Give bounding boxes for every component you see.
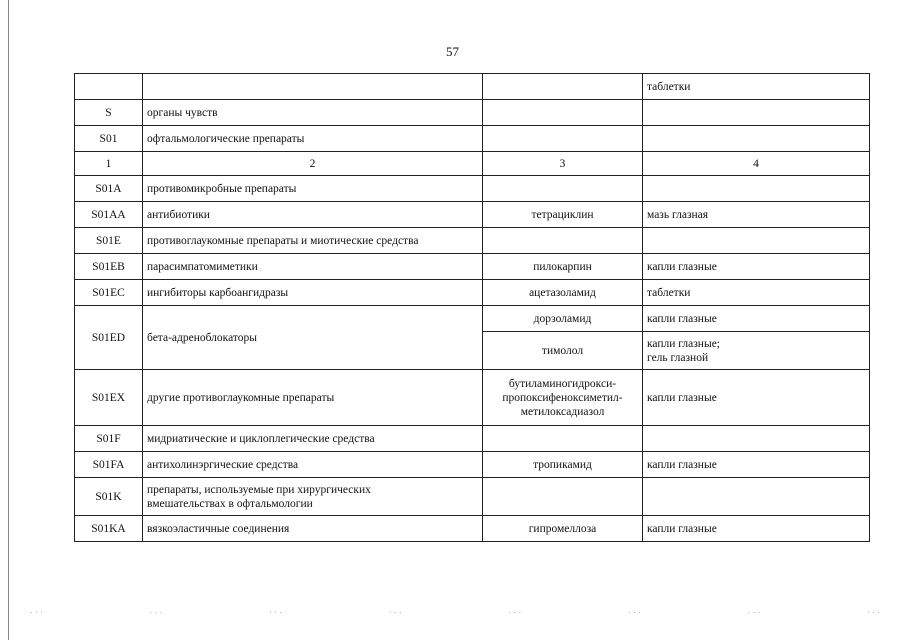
table-row (75, 452, 870, 478)
atc-code-cell: S01A (75, 176, 143, 202)
atc-code-cell: S01EX (75, 370, 143, 426)
table-row (75, 280, 870, 306)
drug-name-cell (483, 370, 643, 426)
dosage-form-cell: капли глазные (643, 254, 870, 280)
atc-code-cell: S01ED (75, 306, 143, 370)
group-name-cell-line: препараты, используемые при хирургических (147, 483, 371, 496)
drug-name-cell (483, 478, 643, 516)
atc-code-cell: S01K (75, 478, 143, 516)
drug-name-cell: ацетазоламид (483, 280, 643, 306)
atc-code-cell (75, 74, 143, 100)
scan-footer-marks (30, 606, 880, 615)
table-row (75, 516, 870, 542)
table-row (75, 126, 870, 152)
dosage-form-cell: таблетки (643, 280, 870, 306)
drug-name-cell (483, 126, 643, 152)
group-name-cell: антибиотики (143, 202, 483, 228)
column-number-cell: 3 (483, 152, 643, 176)
table-row (75, 202, 870, 228)
table-row (75, 176, 870, 202)
drug-name-cell-line: пропоксифеноксиметил- (502, 391, 623, 404)
drug-name-cell: гипромеллоза (483, 516, 643, 542)
group-name-cell: противомикробные препараты (143, 176, 483, 202)
scan-dot: . . . (508, 606, 522, 615)
drug-name-cell: тетрациклин (483, 202, 643, 228)
column-number-cell: 4 (643, 152, 870, 176)
scan-dot: . . . (30, 606, 43, 615)
drug-name-cell: пилокарпин (483, 254, 643, 280)
atc-code-cell: S01 (75, 126, 143, 152)
table-row (75, 74, 870, 100)
atc-code-cell: S01E (75, 228, 143, 254)
group-name-cell: противоглаукомные препараты и миотические средства (143, 228, 483, 254)
drug-name-cell-line: бутиламиногидрокси- (508, 377, 617, 390)
atc-code-cell: S (75, 100, 143, 126)
dosage-form-cell: мазь глазная (643, 202, 870, 228)
table-row (75, 426, 870, 452)
group-name-cell (143, 478, 483, 516)
atc-code-cell: S01FA (75, 452, 143, 478)
group-name-cell: вязкоэластичные соединения (143, 516, 483, 542)
dosage-form-cell: капли глазные (643, 516, 870, 542)
group-name-cell: другие противоглаукомные препараты (143, 370, 483, 426)
group-name-cell: офтальмологические препараты (143, 126, 483, 152)
dosage-form-cell (643, 306, 870, 332)
medication-table (74, 73, 870, 542)
table-row (75, 370, 870, 426)
group-name-cell: бета-адреноблокаторы (143, 306, 483, 370)
drug-name-cell (483, 426, 643, 452)
scan-dot: . . . (388, 606, 402, 615)
dosage-form-cell (643, 332, 870, 370)
dosage-form-cell (643, 228, 870, 254)
dosage-form-cell (643, 100, 870, 126)
drug-name-cell-line: метилоксадиазол (520, 405, 605, 418)
table-row (75, 152, 870, 176)
atc-code-cell: S01KA (75, 516, 143, 542)
group-name-cell: парасимпатомиметики (143, 254, 483, 280)
drug-name-cell: тимолол (483, 332, 643, 370)
group-name-cell: мидриатические и циклоплегические средства (143, 426, 483, 452)
dosage-form-cell-line: капли глазные; (647, 337, 720, 350)
dosage-form-cell: капли глазные (643, 370, 870, 426)
drug-name-cell (483, 74, 643, 100)
atc-code-cell: S01F (75, 426, 143, 452)
scan-dot: . . . (867, 606, 880, 615)
group-name-cell: органы чувств (143, 100, 483, 126)
dosage-form-cell-line: гель глазной (647, 351, 709, 364)
drug-name-cell (483, 228, 643, 254)
table-row (75, 478, 870, 516)
page-number: 57 (446, 44, 459, 59)
drug-name-cell: дорзоламид (483, 306, 643, 332)
atc-code-cell: S01EC (75, 280, 143, 306)
table-row (75, 100, 870, 126)
atc-code-cell: S01EB (75, 254, 143, 280)
column-number-cell: 1 (75, 152, 143, 176)
dosage-form-cell (643, 426, 870, 452)
table-row (75, 228, 870, 254)
column-number-cell: 2 (143, 152, 483, 176)
table-row (75, 254, 870, 280)
scan-dot: . . . (269, 606, 282, 615)
table-row (75, 306, 870, 332)
scan-dot: . . . (747, 606, 761, 615)
group-name-cell: антихолинэргические средства (143, 452, 483, 478)
drug-name-cell: тропикамид (483, 452, 643, 478)
dosage-form-cell (643, 126, 870, 152)
group-name-cell: ингибиторы карбоангидразы (143, 280, 483, 306)
drug-name-cell (483, 176, 643, 202)
dosage-form-cell: таблетки (643, 74, 870, 100)
atc-code-cell: S01AA (75, 202, 143, 228)
dosage-form-cell (643, 176, 870, 202)
dosage-form-cell (643, 478, 870, 516)
scan-dot: . . . (628, 606, 641, 615)
scan-dot: . . . (149, 606, 163, 615)
group-name-cell (143, 74, 483, 100)
drug-name-cell (483, 100, 643, 126)
scan-edge-line (8, 0, 9, 640)
dosage-form-cell-line: капли глазные (647, 312, 717, 325)
group-name-cell-line: вмешательствах в офтальмологии (147, 497, 313, 510)
dosage-form-cell: капли глазные (643, 452, 870, 478)
